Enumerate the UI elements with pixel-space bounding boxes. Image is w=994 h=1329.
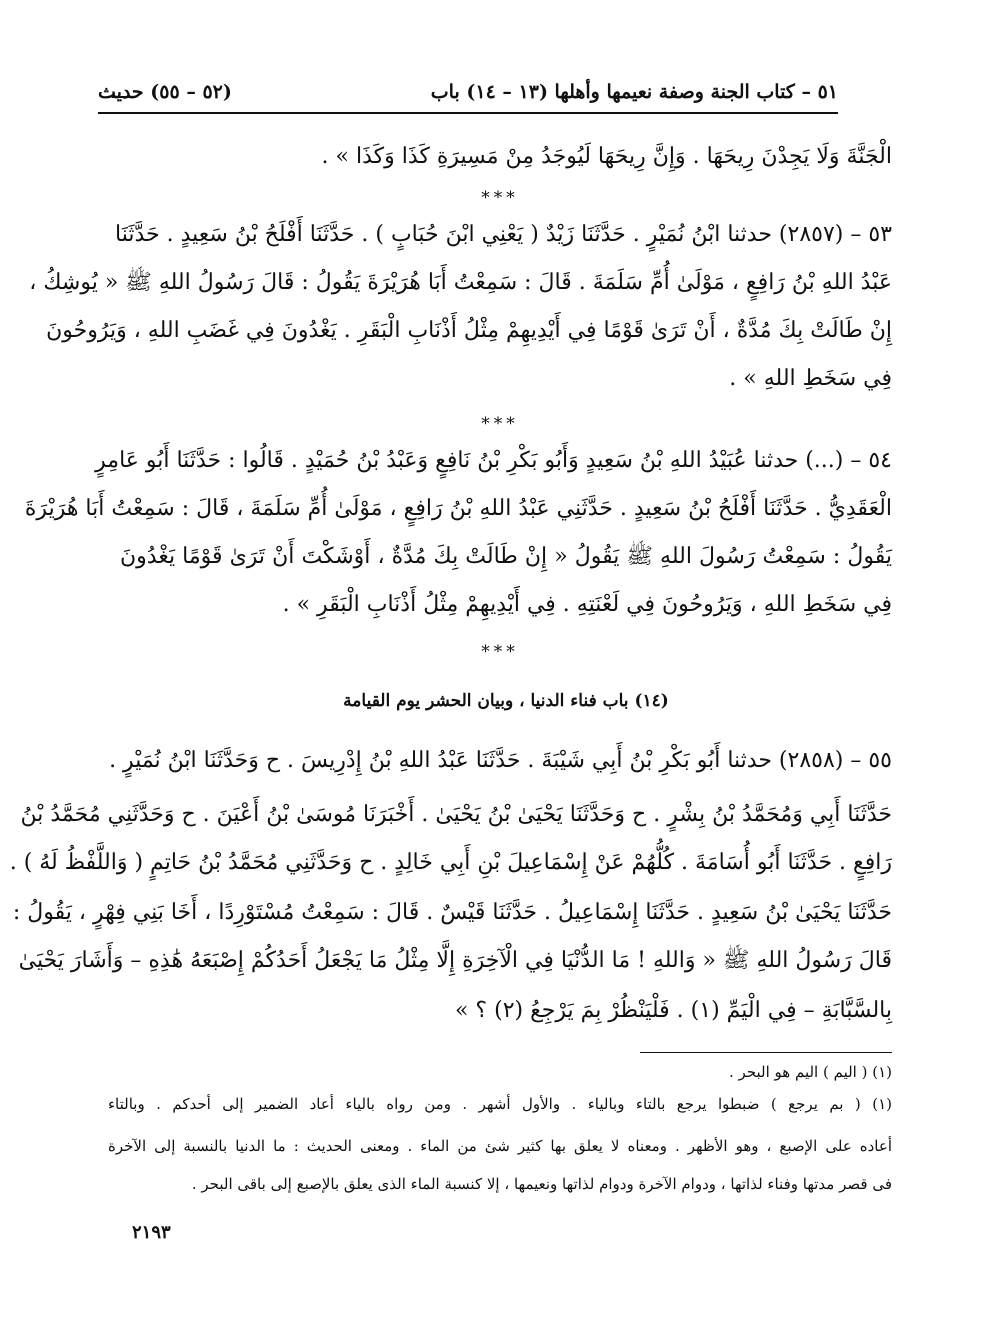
footnote: (١) ( بم يرجع ) ضبطوا يرجع بالتاء وبالياء . والأول أشهر . ومن رواه بالياء أعاد الضمير إلى أحدكم . وبالتاء xyxy=(108,1095,892,1113)
hadith-53-line: ٥٣ – (٢٨٥٧) حدثنا ابْنُ نُمَيْرٍ . حَدَّثَنَا زَيْدٌ ( يَعْنِي ابْنَ حُبَابٍ ) . حَدَّثَنَا أَفْلَحُ بْنُ سَعِيدٍ . حَدَّثَنَا xyxy=(115,222,892,247)
hadith-54-line: ٥٤ – (...) حدثنا عُبَيْدُ اللهِ بْنُ سَعِيدٍ وَأَبُو بَكْرِ بْنُ نَافِعٍ وَعَبْدُ بْنُ حُمَيْدٍ . قَالُوا : حَدَّثَنَا أَبُو عَامِرٍ xyxy=(95,448,892,473)
chapter-title: (١٤) باب فناء الدنيا ، وبيان الحشر يوم القيامة xyxy=(343,691,669,711)
header-book-title: ٥١ – كتاب الجنة وصفة نعيمها وأهلها (١٣ – ١٤) باب xyxy=(430,81,838,103)
footnote-divider xyxy=(640,1052,892,1053)
hadith-55-line: حَدَّثَنَا أَبِي وَمُحَمَّدُ بْنُ بِشْرٍ . ح وَحَدَّثَنَا يَحْيَىٰ بْنُ يَحْيَىٰ . أَخْبَرَنَا مُوسَىٰ بْنُ أَعْيَنَ . ح وَحَدَّثَنِي مُحَمَّدُ بْنُ xyxy=(20,802,892,827)
section-separator-stars: *** xyxy=(481,642,519,662)
section-separator-stars: *** xyxy=(481,414,519,434)
hadith-53-line: فِي سَخَطِ اللهِ » . xyxy=(729,366,892,391)
header-dash xyxy=(112,96,134,98)
section-separator-stars: *** xyxy=(481,188,519,208)
footnote: أعاده على الإصبع ، وهو الأظهر . ومعناه لا يعلق بها كثير شئ من الماء . ومعنى الحديث : ما الدنيا بالنسبة إلى الآخرة xyxy=(108,1137,892,1155)
hadith-55-line: حَدَّثَنَا يَحْيَىٰ بْنُ سَعِيدٍ . حَدَّثَنَا إِسْمَاعِيلُ . حَدَّثَنَا قَيْسٌ . قَالَ : سَمِعْتُ مُسْتَوْرِدًا ، أَخَا بَنِي فِهْرٍ ، يَقُولُ : xyxy=(12,900,892,925)
hadith-54-line: الْعَقَدِيُّ . حَدَّثَنَا أَفْلَحُ بْنُ سَعِيدٍ . حَدَّثَنِي عَبْدُ اللهِ بْنُ رَافِعٍ ، مَوْلَىٰ أُمِّ سَلَمَةَ ، قَالَ : سَمِعْتُ أَبَا هُرَيْرَةَ xyxy=(24,496,892,521)
header-hadith-range: (٥٢ – ٥٥) حديث xyxy=(98,81,232,103)
header-divider xyxy=(98,112,838,114)
hadith-55-line: ٥٥ – (٢٨٥٨) حدثنا أَبُو بَكْرِ بْنُ أَبِي شَيْبَةَ . حَدَّثَنَا عَبْدُ اللهِ بْنُ إِدْرِيسَ . ح وَحَدَّثَنَا ابْنُ نُمَيْرٍ . xyxy=(109,748,892,773)
hadith-53-line: إِنْ طَالَتْ بِكَ مُدَّةٌ ، أَنْ تَرَىٰ قَوْمًا فِي أَيْدِيهِمْ مِثْلُ أَذْنَابِ الْبَقَرِ . يَغْدُونَ فِي غَضَبِ اللهِ ، وَيَرُوحُونَ xyxy=(46,318,892,343)
hadith-55-line: قَالَ رَسُولُ اللهِ ﷺ « وَاللهِ ! مَا الدُّنْيَا فِي الْآخِرَةِ إِلَّا مِثْلُ مَا يَجْعَلُ أَحَدُكُمْ إِصْبَعَهُ هَٰذِهِ – وَأَشَارَ يَحْيَىٰ xyxy=(18,948,892,973)
page-number: ٢١٩٣ xyxy=(132,1222,171,1243)
running-header xyxy=(98,74,838,110)
text-line: الْجَنَّةَ وَلَا يَجِدْنَ رِيحَهَا . وَإِنَّ رِيحَهَا لَيُوجَدُ مِنْ مَسِيرَةِ كَذَا وَكَذَا » . xyxy=(321,144,892,169)
hadith-54-line: فِي سَخَطِ اللهِ ، وَيَرُوحُونَ فِي لَعْنَتِهِ . فِي أَيْدِيهِمْ مِثْلُ أَذْنَابِ الْبَقَرِ » . xyxy=(282,592,892,617)
hadith-55-line: بِالسَّبَّابَةِ – فِي الْيَمِّ (١) . فَلْيَنْظُرْ بِمَ يَرْجِعُ (٢) ؟ » xyxy=(454,998,892,1023)
hadith-54-line: يَقُولُ : سَمِعْتُ رَسُولَ اللهِ ﷺ يَقُولُ « إِنْ طَالَتْ بِكَ مُدَّةٌ ، أَوْشَكْتَ أَنْ تَرَىٰ قَوْمًا يَغْدُونَ xyxy=(120,544,892,569)
footnote: (١) ( اليم ) اليم هو البحر . xyxy=(729,1063,892,1081)
hadith-55-line: رَافِعٍ . حَدَّثَنَا أَبُو أُسَامَةَ . كُلُّهُمْ عَنْ إِسْمَاعِيلَ بْنِ أَبِي خَالِدٍ . ح وَحَدَّثَنِي مُحَمَّدُ بْنُ حَاتِمٍ ( وَاللَّفْظُ لَهُ ) . xyxy=(9,850,892,875)
hadith-53-line: عَبْدُ اللهِ بْنُ رَافِعٍ ، مَوْلَىٰ أُمِّ سَلَمَةَ . قَالَ : سَمِعْتُ أَبَا هُرَيْرَةَ يَقُولُ : قَالَ رَسُولُ اللهِ ﷺ « يُوشِكُ ، xyxy=(29,270,892,295)
footnote: فى قصر مدتها وفناء لذاتها ، ودوام الآخرة ودوام لذاتها ونعيمها ، إلا كنسبة الماء الذى يعلق بالإصبع إلى باقى البحر . xyxy=(191,1175,892,1193)
